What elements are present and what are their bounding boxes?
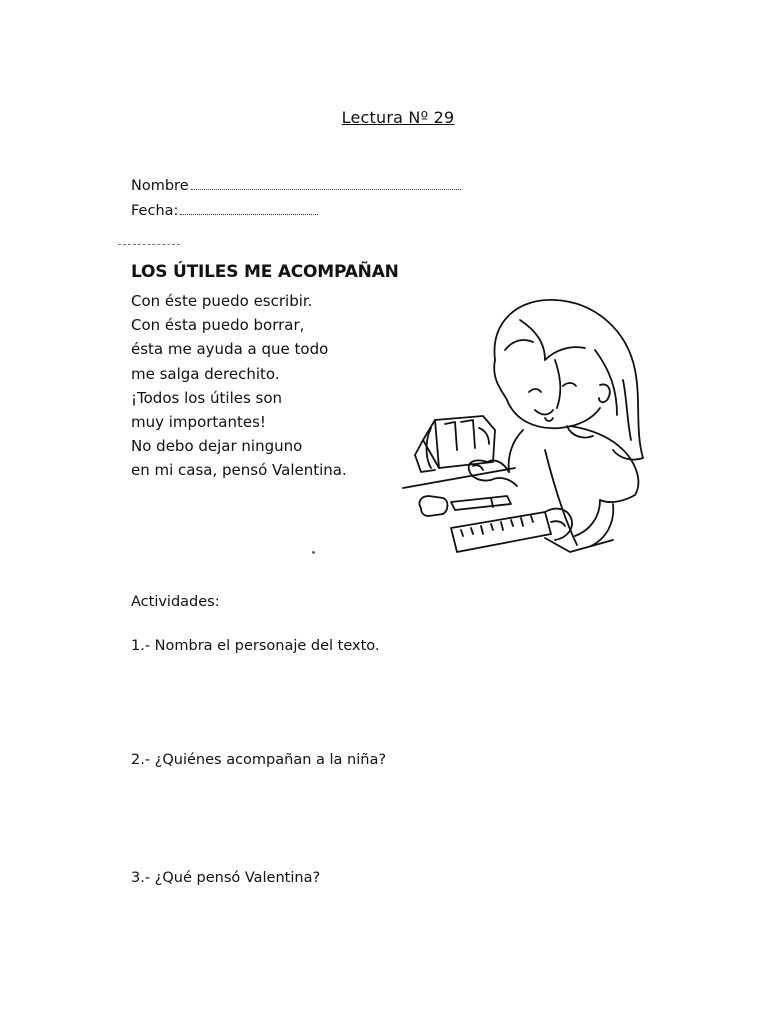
name-field[interactable] bbox=[131, 177, 461, 194]
question-3: 3.- ¿Qué pensó Valentina? bbox=[131, 870, 321, 886]
ink-speck bbox=[312, 551, 315, 554]
date-field[interactable] bbox=[131, 202, 318, 219]
date-blank-line[interactable] bbox=[180, 202, 318, 215]
reading-text bbox=[131, 289, 347, 483]
reading-line: muy importantes! bbox=[131, 413, 266, 432]
reading-line: Con ésta puedo borrar, bbox=[131, 316, 305, 335]
question-2: 2.- ¿Quiénes acompañan a la niña? bbox=[131, 752, 387, 768]
date-label: Fecha: bbox=[131, 203, 179, 219]
reading-line: en mi casa, pensó Valentina. bbox=[131, 461, 347, 480]
activities-label: Actividades: bbox=[131, 594, 220, 610]
reading-line: me salga derechito. bbox=[131, 364, 280, 383]
reading-line: ¡Todos los útiles son bbox=[131, 388, 283, 407]
divider bbox=[118, 244, 180, 245]
reading-line: No debo dejar ninguno bbox=[131, 437, 303, 456]
name-label: Nombre bbox=[131, 178, 189, 194]
girl-with-school-supplies-illustration bbox=[395, 290, 655, 565]
reading-line: ésta me ayuda a que todo bbox=[131, 340, 329, 359]
reading-line: Con éste puedo escribir. bbox=[131, 292, 313, 310]
document-title: Lectura Nº 29 bbox=[341, 108, 455, 127]
name-blank-line[interactable] bbox=[191, 177, 461, 190]
question-1: 1.- Nombra el personaje del texto. bbox=[131, 638, 380, 654]
reading-heading: LOS ÚTILES ME ACOMPAÑAN bbox=[131, 262, 399, 282]
